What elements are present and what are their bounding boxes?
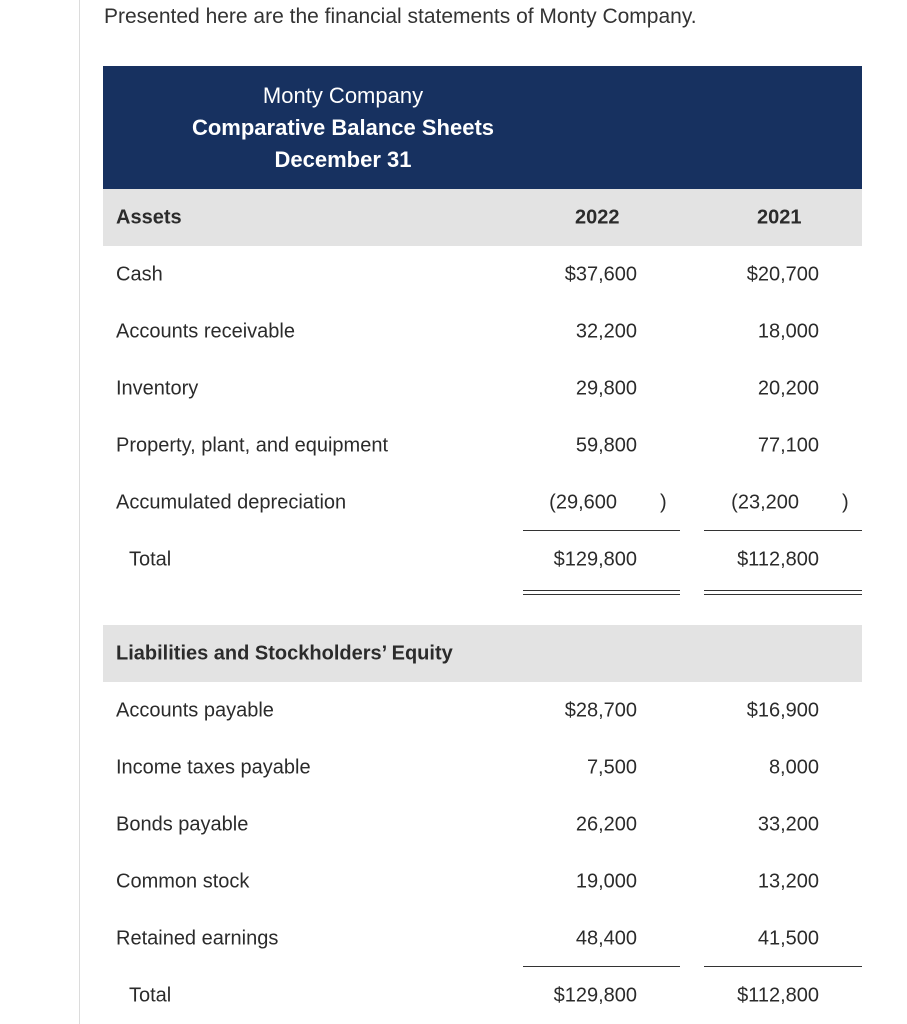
table-row [103,910,862,967]
value-2021: (23,200 [731,491,799,513]
value-2021: $20,700 [746,263,819,285]
row-label: Property, plant, and equipment [116,434,389,456]
value-2022: 26,200 [575,813,637,835]
total-2022: $129,800 [553,548,637,570]
value-2022: 59,800 [575,434,637,456]
total-double-rule-2022 [523,590,680,595]
value-2022: $28,700 [564,699,637,721]
value-2022: 48,400 [575,927,637,949]
table-row [103,853,862,910]
value-2022: 19,000 [575,870,637,892]
column-header-2022: 2022 [575,206,620,228]
assets-heading: Assets [116,206,182,228]
value-2022: 7,500 [586,756,637,778]
value-2021: 20,200 [757,377,819,399]
balance-sheet-table [103,66,862,1024]
row-label: Accounts payable [116,699,274,721]
statement-title: Comparative Balance Sheets [191,115,495,140]
value-2021: $16,900 [746,699,819,721]
value-2021: 33,200 [757,813,819,835]
total-2022: $129,800 [553,984,637,1006]
value-2022: (29,600 [549,491,617,513]
total-2021: $112,800 [737,548,819,570]
column-header-2021: 2021 [757,206,802,228]
value-2021: 8,000 [768,756,819,778]
total-2021: $112,800 [737,984,819,1006]
total-row [103,531,862,588]
value-2022: 32,200 [575,320,637,342]
table-row [103,246,862,303]
table-row [103,796,862,853]
value-2021: 77,100 [757,434,819,456]
intro-text: Presented here are the financial statements of Monty Company. [104,5,697,28]
row-label: Bonds payable [116,813,249,835]
statement-date: December 31 [274,147,412,172]
value-2021: 41,500 [757,927,819,949]
row-label: Common stock [116,870,250,892]
value-2022: 29,800 [575,377,637,399]
value-2021: 18,000 [757,320,819,342]
table-row [103,682,862,739]
row-label: Cash [116,263,163,285]
table-row [103,474,862,531]
row-label: Income taxes payable [116,756,311,778]
liabilities-header-row [103,625,862,682]
value-2022: $37,600 [564,263,637,285]
total-row [103,967,862,1024]
row-label: Accounts receivable [116,320,295,342]
liabilities-heading: Liabilities and Stockholders’ Equity [116,642,453,664]
total-label: Total [129,984,172,1006]
assets-header-row [103,189,862,246]
table-row [103,417,862,474]
closing-paren-2022: ) [660,491,667,513]
company-name: Monty Company [262,83,424,108]
closing-paren-2021: ) [842,491,849,513]
table-row [103,360,862,417]
total-double-rule-2021 [704,590,862,595]
value-2021: 13,200 [757,870,819,892]
row-label: Retained earnings [116,927,279,949]
row-label: Accumulated depreciation [116,491,347,513]
table-row [103,303,862,360]
total-label: Total [129,548,172,570]
table-title-block [103,66,862,189]
row-label: Inventory [116,377,199,399]
table-row [103,739,862,796]
